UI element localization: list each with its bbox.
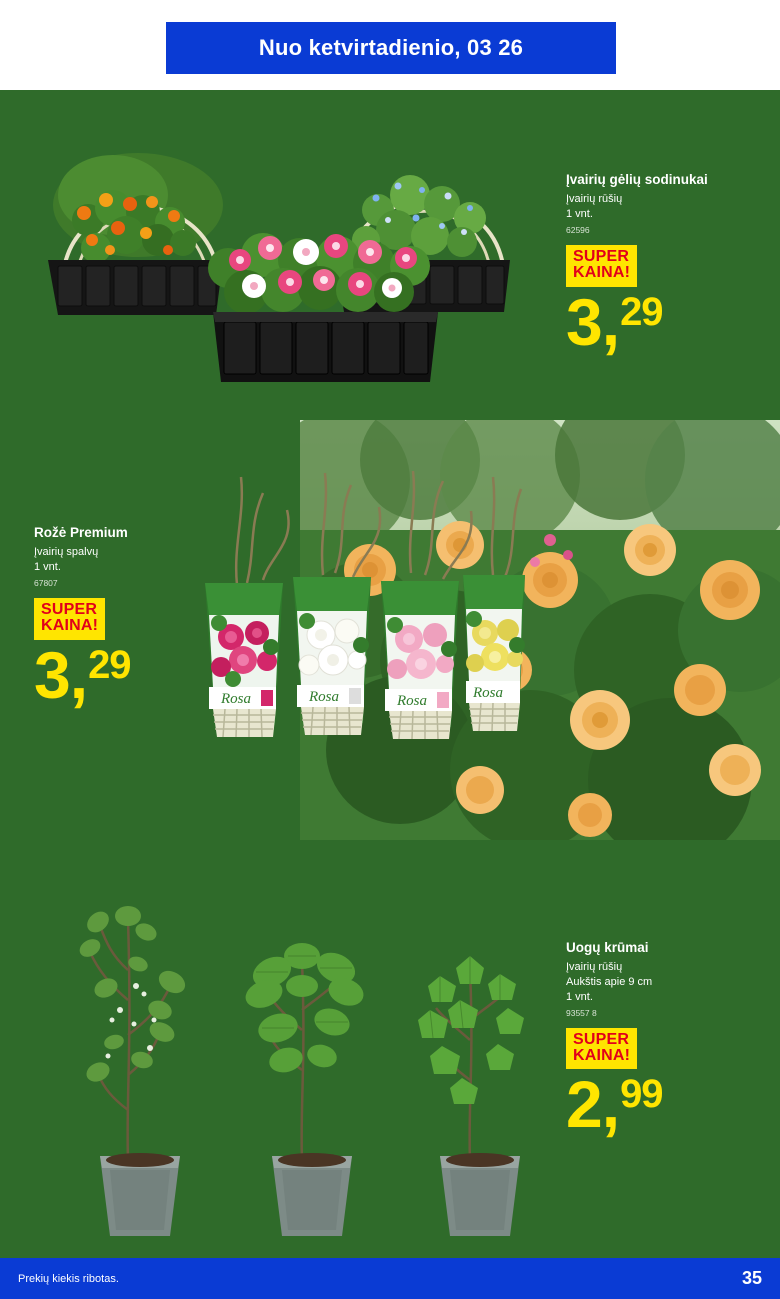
product-variant: Įvairių rūšių [566,961,623,974]
product-quantity: 1 vnt. [34,561,61,574]
badge-line-2: KAINA! [573,1047,631,1065]
product-height: Aukštis apie 9 cm [566,976,653,989]
svg-text:Rosa: Rosa [473,685,503,701]
product-price [566,1067,663,1142]
berry-bush-pots-photo [50,860,550,1240]
berry-bushes-illustration [50,860,550,1240]
badge-line-1: SUPER [573,1030,630,1048]
badge-line-1: SUPER [41,600,98,618]
footer-note: Prekių kiekis ribotas. [18,1272,119,1285]
product-name: Įvairių gėlių sodinukai [566,172,708,187]
product-code: 67807 [34,577,58,588]
product-quantity: 1 vnt. [566,990,593,1003]
section-roses [0,420,780,840]
page-number: 35 [741,1268,762,1288]
product-variant: Įvairių spalvų [34,546,99,559]
product-quantity: 1 vnt. [566,208,593,221]
price-decimal: 29 [88,642,131,687]
product-info-3 [566,940,663,1142]
product-code: 62596 [566,224,590,235]
price-integer: 3 [34,637,70,712]
page-footer [0,1258,780,1299]
svg-text:Rosa: Rosa [397,693,427,709]
super-price-badge [566,245,637,287]
product-price [566,284,708,359]
svg-text:Rosa: Rosa [221,691,251,707]
product-code: 93557 8 [566,1007,597,1018]
price-decimal: 99 [620,1072,663,1117]
wrapped-roses-illustration [175,455,525,825]
badge-line-1: SUPER [573,247,630,265]
seedling-trays-illustration [18,100,538,400]
product-price [34,637,131,712]
badge-line-2: KAINA! [573,264,631,282]
price-comma: , [601,284,621,359]
section-berry-bushes [0,840,780,1258]
price-comma: , [69,637,89,712]
product-info-1 [566,172,708,359]
page-title: Nuo ketvirtadienio, 03 26 [258,35,524,60]
price-comma: , [601,1067,621,1142]
section-seedlings [0,90,780,420]
badge-line-2: KAINA! [41,617,99,635]
price-decimal: 29 [620,289,663,334]
super-price-badge [34,598,105,640]
price-integer: 2 [566,1067,602,1142]
product-name: Rožė Premium [34,525,128,540]
product-info-2 [34,525,131,712]
price-integer: 3 [566,284,602,359]
seedling-trays-photo [18,100,538,400]
wrapped-rose-packs-photo [175,455,525,825]
product-variant: Įvairių rūšių [566,193,623,206]
super-price-badge [566,1028,637,1070]
product-name: Uogų krūmai [566,940,649,955]
header-banner [166,22,616,74]
svg-text:Rosa: Rosa [309,689,339,705]
